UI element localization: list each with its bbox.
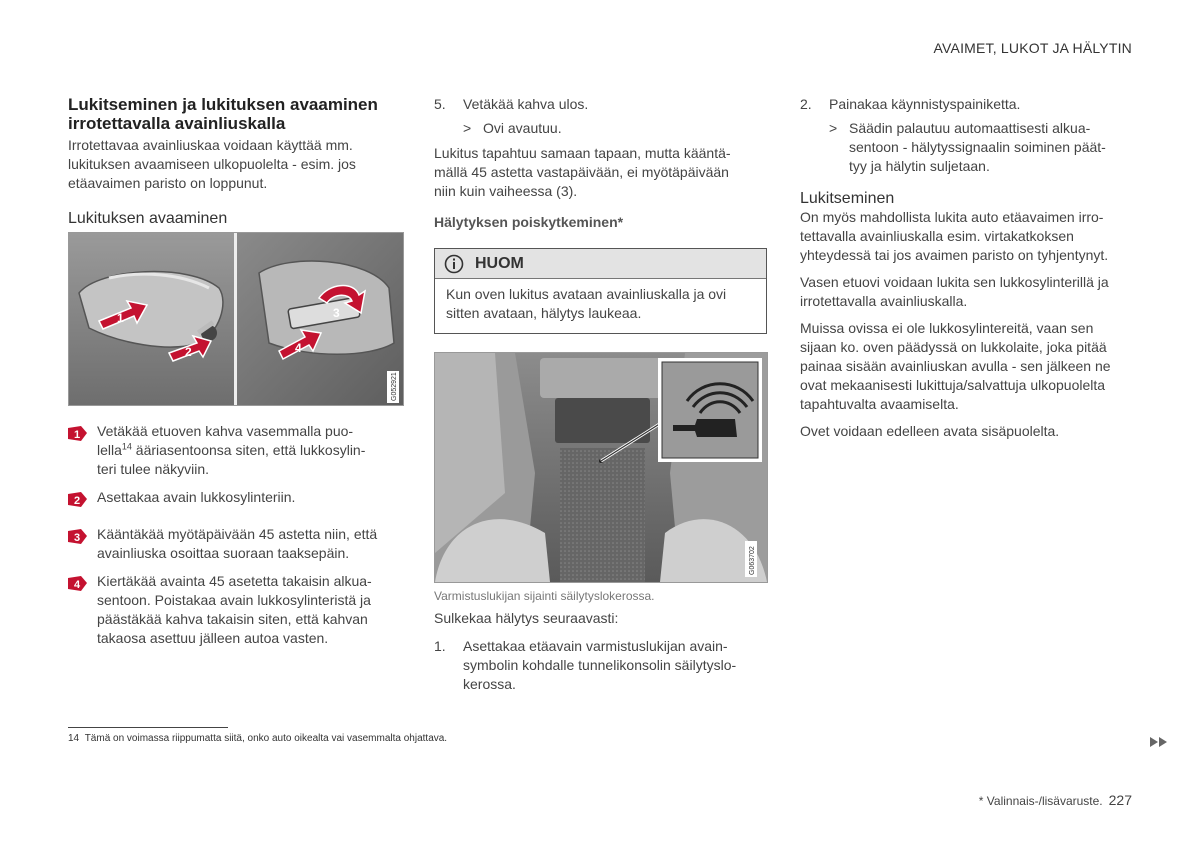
step-1-alarm [434,637,767,694]
step-2-result-text: Säädin palautuu automaattisesti alkua- sentoon - hälytyssignaalin soiminen päät- tyy ja hälytin suljetaan. [849,120,1106,174]
locking-paragraph-4: Ovet voidaan edelleen avata sisäpuolelta. [800,423,1060,439]
step-4-line-2: sentoon. Poistakaa avain lukkosylinteristä ja [97,592,371,608]
footnote-ref[interactable]: 14 [121,441,132,452]
step-5-result-text: Ovi avautuu. [483,120,562,136]
locking-paragraph-2: Vasen etuovi voidaan lukita sen lukkosylinterillä ja irrotettavalla avainliuskalla. [800,274,1109,309]
step-1 [68,422,403,479]
step-5 [434,95,767,114]
page-heading: Lukitseminen ja lukituksen avaaminen irrotettavalla avainliuskalla [68,95,378,133]
optional-equipment-note: * Valinnais-/lisävaruste. [978,794,1103,808]
note-header [435,249,766,279]
result-marker: > [463,120,472,136]
column-left [68,95,403,648]
intro-paragraph: Irrotettavaa avainliuskaa voidaan käyttää mm. lukituksen avaamiseen ulkopuolelta - esim. jos etäavaimen paristo on loppunut. [68,137,356,191]
svg-text:1: 1 [74,429,81,441]
step-5-text: Vetäkää kahva ulos. [463,96,589,112]
unlock-steps [68,422,403,648]
console-figure [434,352,768,583]
column-middle [434,95,767,694]
footnote-divider [68,727,228,728]
step-3-line-2: avainliuska osoittaa suoraan taaksepäin. [97,545,350,561]
column-right [800,95,1132,441]
alarm-step-1-number: 1. [434,638,446,654]
key-reader-inset [658,358,762,462]
figure-label-3: 3 [333,306,340,320]
note-label: HUOM [475,255,524,272]
step-1-line-2a: lella [97,442,122,458]
step-2-line-1: Asettakaa avain lukkosylinteriin. [97,489,296,505]
note-body: Kun oven lukitus avataan avainliuskalla ja ovi sitten avataan, hälytys laukeaa. [446,286,727,321]
step-2-alarm [800,95,1132,114]
step-4-line-1: Kiertäkää avainta 45 asetetta takaisin alkua- [97,573,372,589]
step-1-line-3: teri tulee näkyviin. [97,461,210,477]
unlock-subheading: Lukituksen avaaminen [68,210,228,227]
locking-heading: Lukitseminen [800,190,895,207]
result-marker-2: > [829,120,838,136]
step-5-number: 5. [434,96,446,112]
step-4-line-3: päästäkää kahva takaisin siten, että kahvan [97,611,368,627]
step-badge-4 [68,576,87,591]
step-badge-3 [68,529,87,544]
figure-caption: Varmistuslukijan sijainti säilytyslokerossa. [434,589,655,603]
footnote-number: 14 [68,733,80,744]
page-number: 227 [1108,792,1132,808]
info-icon [444,254,464,274]
door-handle-figure [68,232,404,406]
svg-text:3: 3 [74,532,81,544]
step-5-result [463,119,767,138]
locking-paragraph-1: On myös mahdollista lukita auto etäavaimen irro- tettavalla avainliuskalla esim. virtakatkoksen yhteydessä tai jos avaimen paristo on tyhjentynyt. [800,209,1109,263]
console-illustration [435,353,767,582]
step-1-line-2b: ääriasentoonsa siten, että lukkosylin- [131,442,366,458]
step-3 [68,525,403,563]
figure-code: G052921 [391,372,398,401]
step-4-line-4: takaosa asettuu jälleen autoa vasten. [97,630,329,646]
figure-label-2: 2 [185,345,192,359]
figure-label-1: 1 [117,311,124,325]
step-4 [68,572,403,648]
footnote [68,733,447,744]
door-handle-illustration [69,233,403,405]
svg-text:4: 4 [74,579,81,591]
next-page-icon[interactable] [1150,737,1168,747]
locking-paragraph-3: Muissa ovissa ei ole lukkosylintereitä, vaan sen sijaan ko. oven päädyssä on lukkolaite, joka pitää painaa sisään avainliuskan avulla - sen jälkeen ne ovat mekaanisesti lukittuja/salvattuja ulkopuolelta tapahtuvalta avaamiselta. [800,320,1111,412]
footnote-text: Tämä on voimassa riippumatta siitä, onko auto oikealta vai vasemmalta ohjattava. [84,733,448,744]
step-2 [68,488,403,507]
step-badge-2 [68,492,87,507]
figure-code-2: G063702 [749,546,756,575]
svg-text:2: 2 [74,495,81,507]
step-3-line-1: Kääntäkää myötäpäivään 45 astetta niin, että [97,526,378,542]
step-badge-1 [68,426,87,441]
lock-paragraph: Lukitus tapahtuu samaan tapaan, mutta kääntä- mällä 45 astetta vastapäivään, ei myötäpäivään niin kuin vaiheessa (3). [434,145,731,199]
alarm-step-2-number: 2. [800,96,812,112]
step-2-result [829,119,1132,176]
page-footer [979,792,1132,808]
alarm-heading: Hälytyksen poiskytkeminen* [434,214,624,230]
alarm-step-2-text: Painakaa käynnistyspainiketta. [829,96,1021,112]
step-1-line-1: Vetäkää etuoven kahva vasemmalla puo- [97,423,354,439]
section-title: AVAIMET, LUKOT JA HÄLYTIN [933,40,1132,56]
note-box [434,248,767,334]
alarm-step-1-text: Asettakaa etäavain varmistuslukijan avain- symbolin kohdalle tunnelikonsolin säilytyslo- kerossa. [463,638,737,692]
instruction-text: Sulkekaa hälytys seuraavasti: [434,610,619,626]
figure-label-4: 4 [295,341,302,355]
